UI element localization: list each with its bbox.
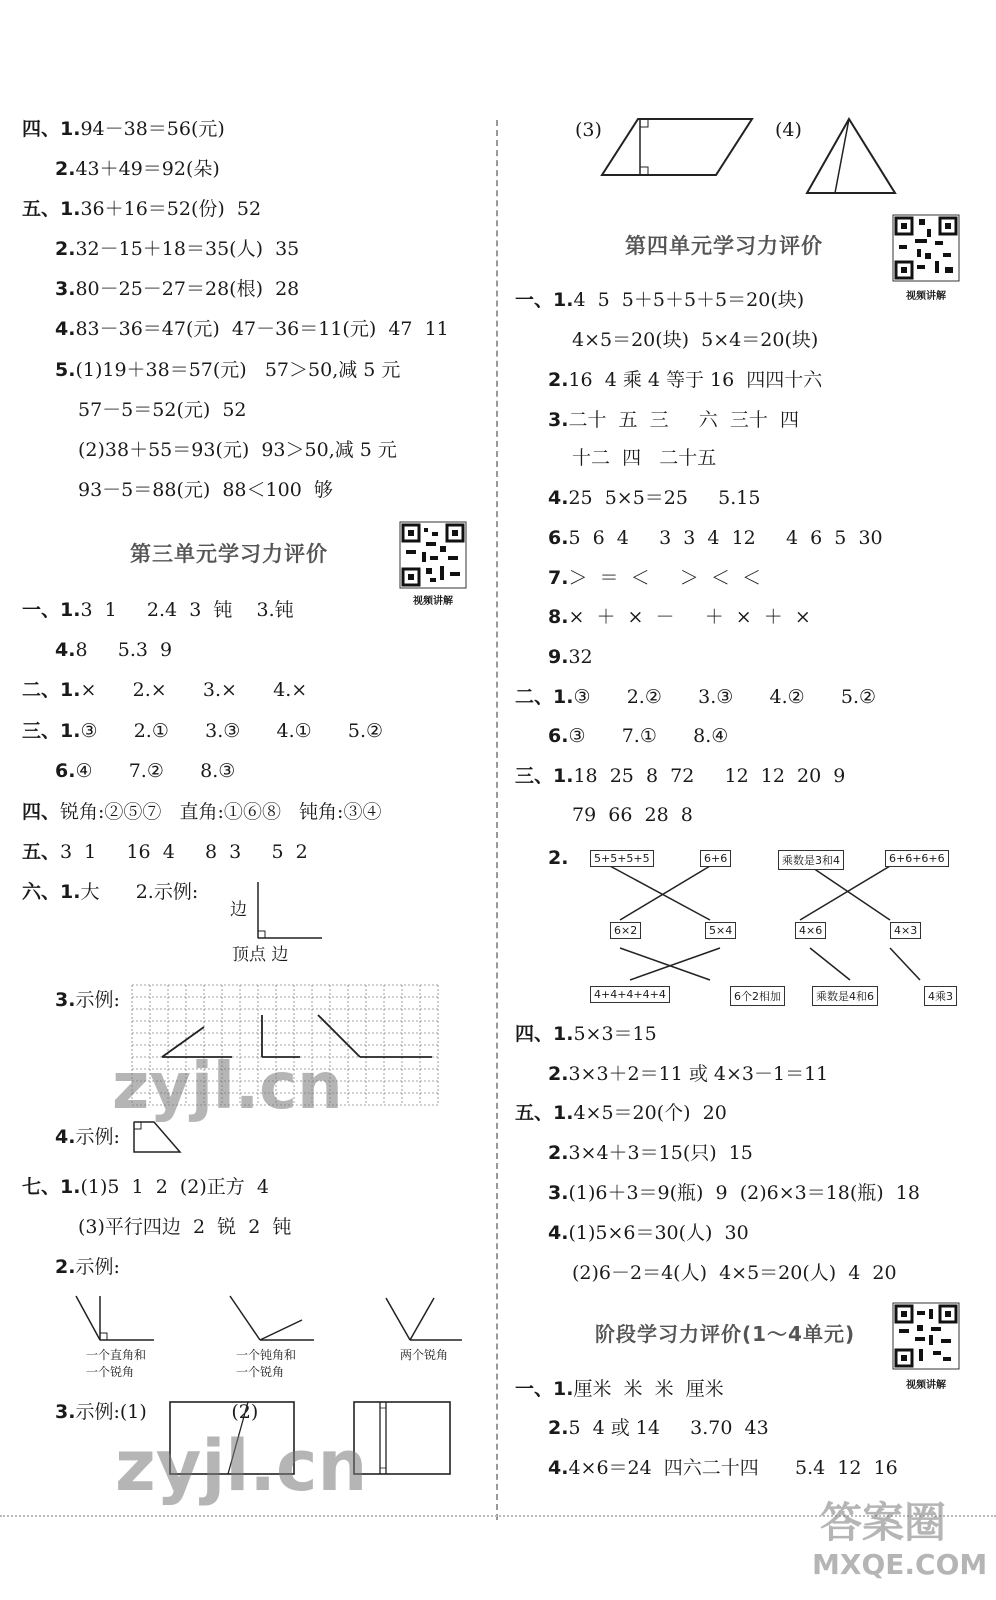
item-number: 2.	[55, 238, 76, 260]
item-number: 3.	[55, 278, 76, 300]
answer-line	[548, 1416, 769, 1440]
match-bottom-2: 6个2相加	[730, 986, 785, 1006]
answer-line	[78, 1215, 291, 1239]
item-number: 四、1.	[22, 118, 81, 140]
answer-text: 43＋49＝92(朵)	[75, 158, 220, 180]
item-number: 9.	[548, 646, 569, 668]
answer-line	[515, 1377, 724, 1401]
item-number: 五、1.	[22, 198, 81, 220]
match-top-3: 乘数是3和4	[778, 850, 844, 870]
answer-line	[515, 685, 876, 709]
answer-line	[55, 1255, 120, 1279]
answer-line	[548, 1062, 828, 1086]
right-angle-figure	[250, 880, 330, 950]
match-mid-2: 5×4	[705, 922, 736, 939]
answer-line	[515, 288, 804, 312]
stage-heading: 阶段学习力评价(1～4单元)	[595, 1322, 856, 1346]
answer-line	[55, 759, 235, 783]
answer-text: × ＋ × － ＋ × ＋ ×	[568, 606, 811, 628]
item-number: 3.	[55, 989, 76, 1011]
answer-text: 示例:	[75, 1256, 120, 1278]
answer-text: 3 1 16 4 8 3 5 2	[60, 841, 308, 863]
answer-line	[572, 803, 693, 827]
angle-caption-3: 两个锐角	[400, 1348, 449, 1362]
answer-line	[548, 408, 799, 432]
qr-code-icon	[400, 522, 466, 588]
answer-line	[515, 764, 845, 788]
qr-code[interactable]	[400, 522, 466, 588]
item-number: 一、1.	[515, 289, 574, 311]
answer-text: 4 5 5＋5＋5＋5＝20(块)	[573, 289, 805, 311]
item-number: 四、1.	[515, 1023, 574, 1045]
angle-vertex-label: 顶点 边	[232, 945, 289, 965]
answer-text: (2)38＋55＝93(元) 93＞50,减 5 元	[78, 439, 397, 461]
answer-line	[548, 486, 761, 510]
item-number: 2.	[548, 847, 569, 869]
angle-caption-1: 一个直角和 一个锐角	[86, 1348, 147, 1379]
item-number: 8.	[548, 606, 569, 628]
answer-text: 32－15＋18＝35(人) 35	[75, 238, 300, 260]
answer-text: 5 4 或 14 3.70 43	[568, 1417, 769, 1439]
answer-text: 3×4＋3＝15(只) 15	[568, 1142, 753, 1164]
qr-code[interactable]	[893, 215, 959, 281]
qr-code[interactable]	[893, 1303, 959, 1369]
answer-line	[22, 598, 294, 622]
parallelogram-figure	[600, 115, 760, 180]
answer-text: 大 2.示例:	[80, 881, 199, 903]
answer-line	[548, 645, 593, 669]
answer-line	[548, 1141, 753, 1165]
match-top-4: 6+6+6+6	[885, 850, 949, 867]
answer-line	[515, 1101, 727, 1125]
answer-text: 79 66 28 8	[572, 804, 693, 826]
item-number: 5.	[55, 359, 76, 381]
answer-text: (1)5×6＝30(人) 30	[568, 1222, 749, 1244]
answer-line	[548, 605, 811, 629]
qr-caption: 视频讲解	[413, 596, 453, 607]
answer-line	[548, 526, 883, 550]
answer-line	[55, 277, 299, 301]
angle-side-label: 边	[230, 900, 247, 920]
item-number: 2.	[548, 1142, 569, 1164]
answer-text: 4×6＝24 四六二十四 5.4 12 16	[568, 1457, 898, 1479]
item-number: 2.	[548, 369, 569, 391]
item-number: 一、1.	[22, 599, 81, 621]
answer-text: 32	[568, 646, 593, 668]
answer-line	[572, 328, 818, 352]
match-top-2: 6+6	[700, 850, 731, 867]
match-mid-4: 4×3	[890, 922, 921, 939]
answer-text: 4×5＝20(块) 5×4＝20(块)	[572, 329, 819, 351]
unit3-heading: 第三单元学习力评价	[130, 542, 328, 566]
item-number: 五、1.	[515, 1102, 574, 1124]
triangle-figure	[805, 115, 900, 195]
watermark: 答案圈	[820, 1498, 947, 1547]
item-number: 六、1.	[22, 881, 81, 903]
item-number: 三、1.	[22, 720, 81, 742]
answer-text: 示例:(1) (2)	[75, 1401, 259, 1423]
answer-line	[55, 358, 400, 382]
answer-text: 二十 五 三 六 三十 四	[568, 409, 799, 431]
answer-text: 十二 四 二十五	[572, 447, 717, 469]
item-number: 4.	[548, 1457, 569, 1479]
answer-line	[55, 638, 172, 662]
match-mid-1: 6×2	[610, 922, 641, 939]
answer-text: 5×3＝15	[573, 1023, 657, 1045]
unit4-heading: 第四单元学习力评价	[625, 234, 823, 258]
answer-line	[22, 1175, 269, 1199]
answer-line	[55, 317, 449, 341]
item-number: 3.	[548, 1182, 569, 1204]
answer-text: 57－5＝52(元) 52	[78, 399, 247, 421]
item-number: 6.	[55, 760, 76, 782]
answer-line	[22, 197, 261, 221]
answer-text: 8 5.3 9	[75, 639, 173, 661]
answer-text: 36＋16＝52(份) 52	[80, 198, 262, 220]
item-number: 3.	[548, 409, 569, 431]
answer-text: ＞ ＝ ＜ ＞ ＜ ＜	[568, 567, 761, 589]
item-number: 四、	[22, 801, 61, 823]
answer-text: 4×5＝20(个) 20	[573, 1102, 727, 1124]
answer-text: × 2.× 3.× 4.×	[80, 679, 308, 701]
answer-line	[78, 398, 247, 422]
item-number: 4.	[548, 1222, 569, 1244]
match-bottom-1: 4+4+4+4+4	[590, 986, 670, 1003]
item-number: 6.	[548, 527, 569, 549]
answer-line	[55, 237, 299, 261]
answer-line	[548, 1456, 898, 1480]
item-number: 7.	[548, 567, 569, 589]
answer-line	[548, 724, 728, 748]
answer-text: 厘米 米 米 厘米	[573, 1378, 724, 1400]
qr-caption: 视频讲解	[906, 1380, 946, 1391]
answer-line	[548, 368, 822, 392]
item-number: 2.	[548, 1063, 569, 1085]
answer-text: (1)19＋38＝57(元) 57＞50,减 5 元	[75, 359, 401, 381]
answer-text: 示例:	[75, 989, 120, 1011]
answer-line	[515, 1022, 657, 1046]
answer-text: 93－5＝88(元) 88＜100 够	[78, 479, 333, 501]
answer-text: 3×3＋2＝11 或 4×3－1＝11	[568, 1063, 829, 1085]
answer-line	[55, 157, 220, 181]
answer-text: 94－38＝56(元)	[80, 118, 225, 140]
angle-examples	[70, 1292, 470, 1352]
answer-text: (2)6－2＝4(人) 4×5＝20(人) 4 20	[572, 1262, 897, 1284]
answer-line	[22, 800, 381, 824]
watermark: zyjl.cn	[115, 1425, 368, 1507]
answer-line	[55, 988, 120, 1012]
qr-code-icon	[893, 1303, 959, 1369]
match-bottom-4: 4乘3	[924, 986, 957, 1006]
answer-text: ④ 7.② 8.③	[75, 760, 236, 782]
watermark: MXQE.COM	[812, 1548, 988, 1581]
answer-text: (3)平行四边 2 锐 2 钝	[78, 1216, 292, 1238]
answer-line	[572, 446, 716, 470]
match-top-1: 5+5+5+5	[590, 850, 654, 867]
item-number: 一、1.	[515, 1378, 574, 1400]
item-number: 4.	[55, 1126, 76, 1148]
answer-text: (1)6＋3＝9(瓶) 9 (2)6×3＝18(瓶) 18	[568, 1182, 920, 1204]
item-number: 三、1.	[515, 765, 574, 787]
answer-text: ③ 2.② 3.③ 4.② 5.②	[573, 686, 877, 708]
item-number: 五、	[22, 841, 61, 863]
item-number: 4.	[548, 487, 569, 509]
answer-text: 80－25－27＝28(根) 28	[75, 278, 300, 300]
answer-line	[22, 880, 198, 904]
match-mid-3: 4×6	[795, 922, 826, 939]
qr-caption: 视频讲解	[906, 291, 946, 302]
item-number: 二、1.	[22, 679, 81, 701]
watermark: zyjl.cn	[112, 1050, 343, 1124]
answer-text: ③ 2.① 3.③ 4.① 5.②	[80, 720, 384, 742]
answer-line	[78, 478, 333, 502]
answer-line	[548, 1221, 749, 1245]
answer-text: 16 4 乘 4 等于 16 四四十六	[568, 369, 823, 391]
cut-corner-figure	[130, 1118, 190, 1158]
answer-text: 25 5×5＝25 5.15	[568, 487, 761, 509]
match-bottom-3: 乘数是4和6	[812, 986, 878, 1006]
item-number: 二、1.	[515, 686, 574, 708]
answer-line	[22, 840, 308, 864]
answer-line	[22, 117, 225, 141]
answer-line	[548, 566, 761, 590]
answer-line	[55, 1125, 120, 1149]
answer-line	[22, 678, 307, 702]
answer-line	[548, 846, 568, 870]
shape-label-3: (3)	[575, 119, 602, 141]
angle-caption-2: 一个钝角和 一个锐角	[236, 1348, 297, 1379]
answer-line	[548, 1181, 920, 1205]
item-number: 6.	[548, 725, 569, 747]
answer-text: 5 6 4 3 3 4 12 4 6 5 30	[568, 527, 883, 549]
item-number: 4.	[55, 639, 76, 661]
shape-label-4: (4)	[775, 119, 802, 141]
item-number: 3.	[55, 1401, 76, 1423]
answer-line	[572, 1261, 897, 1285]
qr-code-icon	[893, 215, 959, 281]
answer-line	[22, 719, 383, 743]
answer-line	[78, 438, 397, 462]
answer-text: 示例:	[75, 1126, 120, 1148]
item-number: 七、1.	[22, 1176, 81, 1198]
item-number: 4.	[55, 318, 76, 340]
answer-text: ③ 7.① 8.④	[568, 725, 729, 747]
item-number: 2.	[548, 1417, 569, 1439]
answer-text: 18 25 8 72 12 12 20 9	[573, 765, 846, 787]
answer-text: 锐角:②⑤⑦ 直角:①⑥⑧ 钝角:③④	[60, 801, 382, 823]
answer-text: (1)5 1 2 (2)正方 4	[80, 1176, 269, 1198]
item-number: 2.	[55, 158, 76, 180]
item-number: 2.	[55, 1256, 76, 1278]
answer-text: 3 1 2.4 3 钝 3.钝	[80, 599, 294, 621]
column-divider	[496, 120, 498, 1520]
answer-text: 83－36＝47(元) 47－36＝11(元) 47 11	[75, 318, 449, 340]
